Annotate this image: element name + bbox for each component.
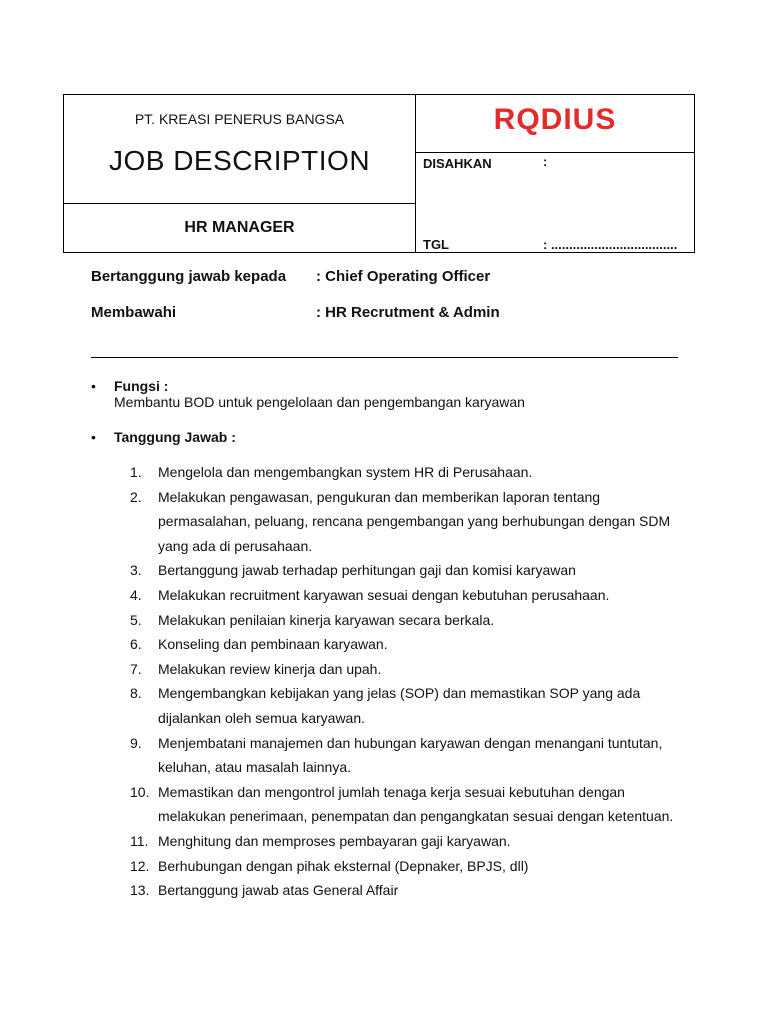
list-item-number: 7. — [130, 660, 142, 677]
list-item-number: 2. — [130, 488, 142, 505]
fungsi-label: Fungsi : — [114, 378, 169, 394]
list-item-text: Melakukan pengawasan, pengukuran dan memberikan laporan tentang permasalahan, peluang, rencana pengembangan yang berhubungan dengan SDM yang ada di perusahaan. — [158, 488, 671, 554]
list-item-text: Melakukan penilaian kinerja karyawan secara berkala. — [158, 611, 495, 628]
list-item-number: 12. — [130, 857, 150, 874]
list-item — [130, 878, 690, 903]
date-value: : ................................... — [543, 237, 678, 252]
list-item-text: Berhubungan dengan pihak eksternal (Depnaker, BPJS, dll) — [158, 857, 529, 874]
header-right-column — [416, 95, 694, 252]
fungsi-text: Membantu BOD untuk pengelolaan dan pengembangan karyawan — [114, 394, 525, 410]
list-item-text: Mengembangkan kebijakan yang jelas (SOP) dan memastikan SOP yang ada dijalankan oleh semua karyawan. — [158, 685, 641, 726]
list-item-number: 4. — [130, 586, 142, 603]
list-item-text: Melakukan recruitment karyawan sesuai dengan kebutuhan perusahaan. — [158, 586, 610, 603]
list-item — [130, 460, 690, 485]
list-item-number: 3. — [130, 562, 142, 579]
reports-to-value: : Chief Operating Officer — [316, 268, 491, 285]
list-item-text: Mengelola dan mengembangkan system HR di Perusahaan. — [158, 464, 533, 480]
list-item — [130, 780, 690, 829]
list-item-text: Memastikan dan mengontrol jumlah tenaga kerja sesuai kebutuhan dengan melakukan penerimaan, penempatan dan pengangkatan sesuai dengan ketentuan. — [158, 783, 674, 825]
list-item — [130, 681, 690, 730]
list-item — [130, 583, 690, 608]
date-label: TGL — [423, 237, 449, 252]
list-item-number: 13. — [130, 882, 150, 899]
list-item-number: 5. — [130, 611, 142, 628]
list-item-number: 10. — [130, 783, 150, 800]
position-title: HR MANAGER — [184, 219, 295, 236]
list-item-number: 1. — [130, 464, 142, 480]
approved-label: DISAHKAN — [423, 156, 492, 171]
tanggung-jawab-label: Tanggung Jawab : — [114, 429, 236, 445]
reports-to-label: Bertanggung jawab kepada — [91, 268, 287, 285]
list-item — [130, 558, 690, 583]
list-item-number: 9. — [130, 734, 142, 751]
list-item — [130, 731, 690, 780]
list-item-text: Menjembatani manajemen dan hubungan karyawan dengan menangani tuntutan, keluhan, atau masalah lainnya. — [158, 734, 663, 776]
list-item — [130, 608, 690, 633]
list-item — [130, 657, 690, 682]
document-title: JOB DESCRIPTION — [108, 145, 371, 176]
list-item-number: 6. — [130, 636, 142, 653]
approved-value: : — [543, 154, 548, 169]
header-left-column — [64, 95, 416, 252]
logo-cell — [416, 95, 694, 153]
list-item-number: 8. — [130, 685, 142, 702]
section-divider — [91, 357, 678, 358]
list-item — [130, 632, 690, 657]
responsibility-list — [130, 460, 690, 903]
company-name: PT. KREASI PENERUS BANGSA — [134, 111, 345, 127]
list-item-text: Konseling dan pembinaan karyawan. — [158, 636, 388, 653]
list-item-text: Bertanggung jawab terhadap perhitungan gaji dan komisi karyawan — [158, 562, 576, 579]
list-item — [130, 829, 690, 854]
list-item-text: Melakukan review kinerja dan upah. — [158, 660, 382, 677]
title-cell — [64, 95, 415, 204]
bullet-icon: • — [91, 378, 96, 394]
supervises-label: Membawahi — [91, 304, 177, 321]
list-item-text: Menghitung dan memproses pembayaran gaji karyawan. — [158, 832, 511, 849]
header-table — [63, 94, 695, 253]
supervises-value: : HR Recrutment & Admin — [316, 304, 500, 321]
list-item — [130, 485, 690, 559]
list-item-number: 11. — [130, 832, 149, 849]
bullet-icon: • — [91, 429, 96, 445]
company-logo: RQDIUS — [493, 103, 617, 136]
list-item — [130, 854, 690, 879]
list-item-text: Bertanggung jawab atas General Affair — [158, 882, 399, 899]
